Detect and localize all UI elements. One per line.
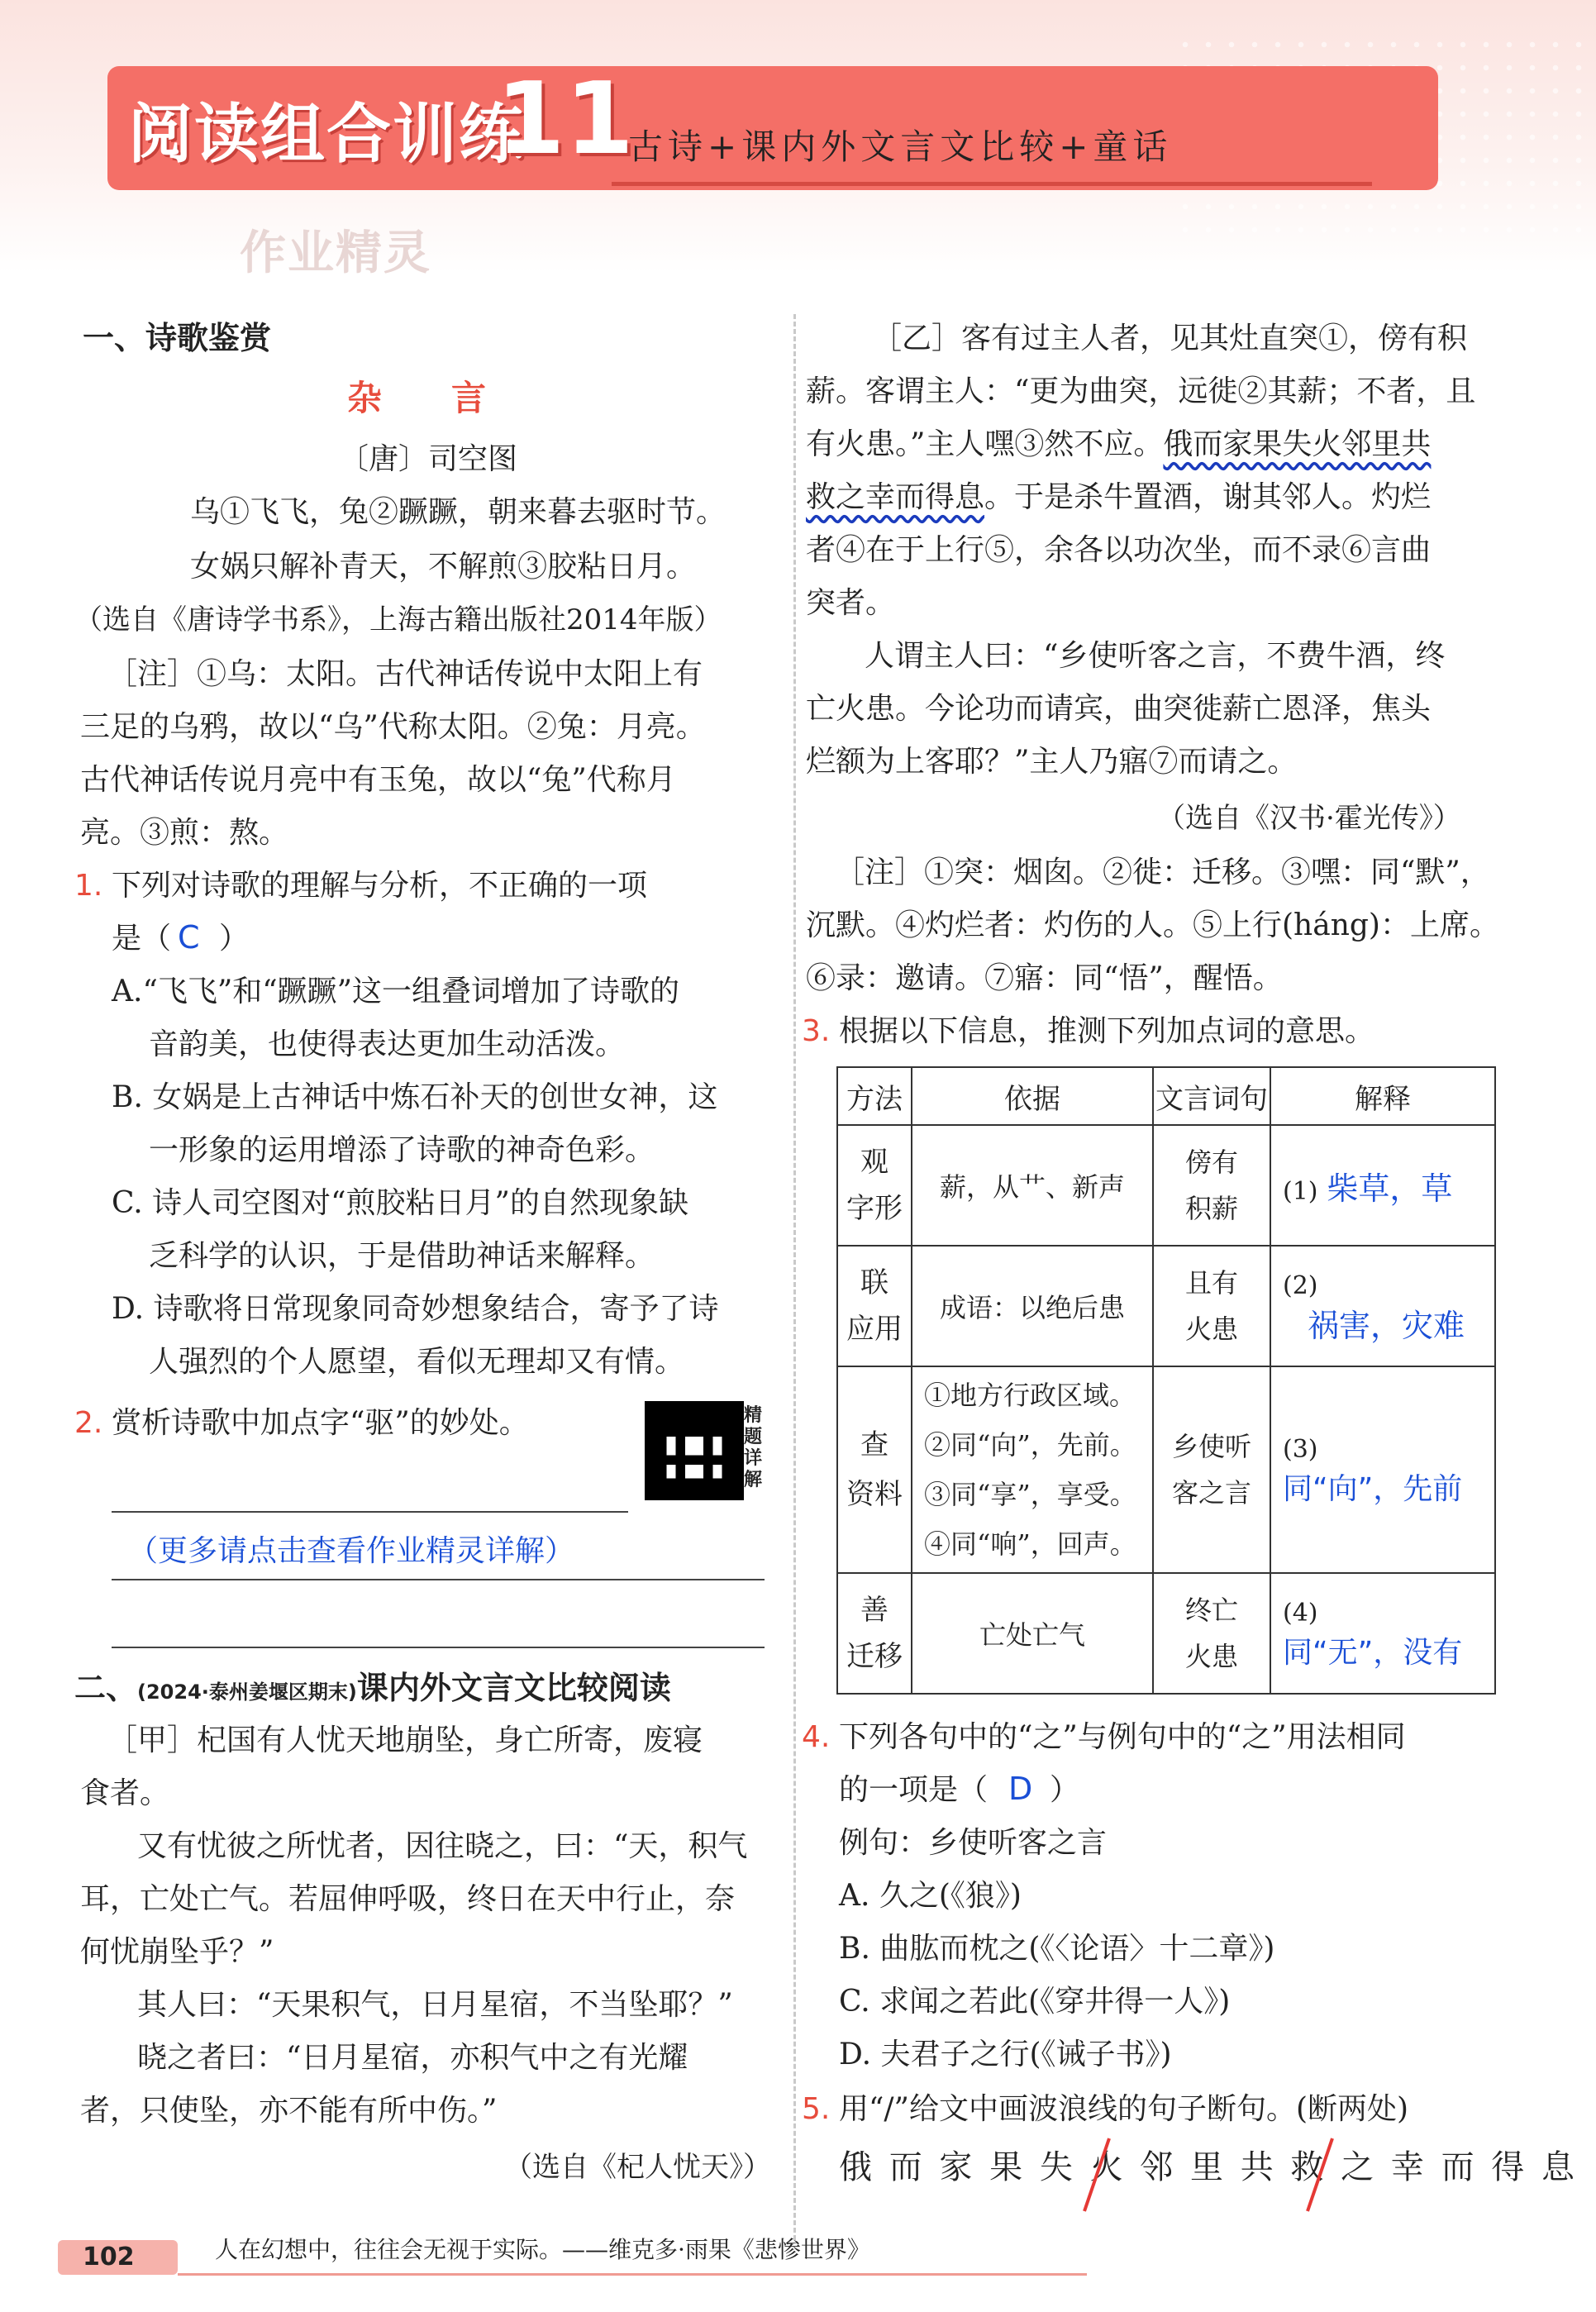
poem-author: 〔唐〕司空图	[339, 442, 518, 476]
cell-text: ④同“响”，回声。	[924, 1528, 1136, 1560]
passage-jia-line: 晓之者曰：“日月星宿，亦积气中之有光耀	[107, 2041, 688, 2075]
answer-cell	[1270, 1246, 1495, 1366]
passage-jia-line: 耳，亡处亡气。若屈伸呼吸，终日在天中行止，奈	[80, 1882, 736, 1916]
question-number: 3.	[802, 1014, 831, 1048]
passage-yi-line: 人谓主人曰：“乡使听客之言，不费牛酒，终	[835, 639, 1446, 673]
cell-text: 积薪	[1184, 1193, 1238, 1224]
poem-note: ［注］①乌：太阳。古代神话传说中太阳上有	[107, 657, 703, 691]
method-cell	[837, 1366, 912, 1573]
phrase-cell	[1153, 1573, 1270, 1694]
cell-text: 客之言	[1171, 1477, 1251, 1509]
handwritten-answer: 祸害，灾难	[1308, 1308, 1465, 1344]
question-number: 2.	[74, 1406, 103, 1440]
table-row	[837, 1125, 1495, 1246]
phrase-cell	[1153, 1125, 1270, 1246]
cell-text: 应用	[846, 1313, 903, 1346]
cell-text: 且有	[1184, 1267, 1238, 1299]
blank-label: (2)	[1283, 1271, 1318, 1300]
inference-table	[836, 1066, 1496, 1695]
passage-jia-line: ［甲］杞国有人忧天地崩坠，身亡所寄，废寝	[107, 1723, 703, 1757]
subtitle-underline	[612, 182, 1372, 186]
option-b: 一形象的运用增添了诗歌的神奇色彩。	[149, 1133, 655, 1167]
passage-yi-source: （选自《汉书·霍光传》）	[1157, 802, 1461, 835]
answer-cell	[1270, 1125, 1495, 1246]
passage-yi-line: 突者。	[806, 586, 896, 620]
answer-cell	[1270, 1366, 1495, 1573]
table-row	[837, 1366, 1495, 1573]
question-stem: 根据以下信息，推测下列加点词的意思。	[839, 1014, 1375, 1048]
table-header: 文言词句	[1153, 1067, 1270, 1125]
answer-cell	[1270, 1573, 1495, 1694]
passage-text: 有火患。”主人嘿③然不应。	[806, 427, 1164, 461]
cell-text: ①地方行政区域。	[924, 1380, 1136, 1411]
qr-label: 精题详解	[744, 1405, 763, 1490]
passage-yi-line: ［乙］客有过主人者，见其灶直突①，傍有积	[872, 322, 1468, 355]
passage-yi-line: 烂额为上客耶？”主人乃寤⑦而请之。	[806, 745, 1298, 779]
column-divider	[793, 314, 796, 2240]
question-number: 1.	[74, 869, 103, 903]
question-stem: ）	[219, 922, 250, 956]
option-d: D. 夫君子之行(《诫子书》)	[839, 2038, 1172, 2071]
table-header: 解释	[1270, 1067, 1495, 1125]
option-d: D. 诗歌将日常现象同奇妙想象结合，寄予了诗	[112, 1292, 719, 1326]
passage-yi-note: 沉默。④灼烂者：灼伤的人。⑤上行(háng)：上席。	[806, 908, 1499, 942]
passage-yi-line	[806, 471, 1431, 524]
poem-title: 杂 言	[347, 378, 487, 418]
cell-text: 终亡	[1184, 1595, 1238, 1626]
poem-note: 古代神话传说月亮中有玉兔，故以“兔”代称月	[80, 763, 676, 797]
option-a: A. 久之(《狼》)	[839, 1879, 1022, 1913]
question-stem: 用“/”给文中画波浪线的句子断句。(断两处)	[839, 2092, 1409, 2126]
slash-mark	[1084, 2138, 1109, 2211]
passage-jia-line: 何忧崩坠乎？”	[80, 1935, 274, 1969]
table-header: 依据	[912, 1067, 1153, 1125]
cell-text: 火患	[1184, 1641, 1238, 1672]
poem-note: 亮。③煎：熬。	[80, 816, 289, 850]
handwritten-answer: 同“无”，没有	[1283, 1636, 1463, 1670]
answer-line	[112, 1647, 765, 1648]
blank-label: (4)	[1283, 1599, 1318, 1628]
answer-line	[112, 1579, 765, 1580]
question-number: 5.	[802, 2092, 831, 2126]
handwritten-slashes	[1074, 2128, 1422, 2219]
page-number: 102	[58, 2240, 178, 2275]
cell-text: 字形	[846, 1192, 903, 1225]
method-cell	[837, 1125, 912, 1246]
method-cell	[837, 1246, 912, 1366]
table-row	[837, 1573, 1495, 1694]
poem-line: 乌①飞飞，兔②蹶蹶，朝来暮去驱时节。	[190, 495, 727, 529]
phrase-cell	[1153, 1246, 1270, 1366]
handwritten-answer: 同“向”，先前	[1283, 1472, 1463, 1506]
option-b: B. 曲肱而枕之(《〈论语〉十二章》)	[839, 1932, 1275, 1966]
option-c: C. 诗人司空图对“煎胶粘日月”的自然现象缺	[112, 1186, 688, 1220]
cell-text: 乡使听	[1171, 1431, 1251, 1462]
table-header: 方法	[837, 1067, 912, 1125]
passage-text: 。于是杀牛置酒，谢其邻人。灼烂	[984, 480, 1432, 514]
slash-mark	[1308, 2138, 1332, 2211]
option-c: 乏科学的认识，于是借助神话来解释。	[149, 1239, 655, 1273]
passage-yi-line	[806, 418, 1431, 471]
wavy-underlined-sentence: 俄而家果失火邻里共	[1163, 427, 1432, 461]
handwritten-answer: D	[1008, 1771, 1033, 1807]
answer-line	[112, 1511, 628, 1513]
basis-cell: 亡处亡气	[912, 1573, 1153, 1694]
cell-text: 资料	[846, 1478, 903, 1511]
table-row	[837, 1246, 1495, 1366]
exam-source-tag: (2024·泰州姜堰区期末)	[137, 1680, 357, 1704]
poem-note: 三足的乌鸦，故以“乌”代称太阳。②兔：月亮。	[80, 710, 706, 744]
question-stem: 是（	[112, 922, 172, 956]
question-stem: 下列对诗歌的理解与分析，不正确的一项	[112, 869, 648, 903]
option-b: B. 女娲是上古神话中炼石补天的创世女神，这	[112, 1080, 718, 1114]
question-stem: 下列各句中的“之”与例句中的“之”用法相同	[839, 1720, 1406, 1754]
qr-code-icon[interactable]	[645, 1401, 744, 1500]
question-stem: 的一项是（	[839, 1773, 989, 1807]
more-details-link[interactable]: （更多请点击查看作业精灵详解）	[128, 1534, 575, 1568]
question-stem: 赏析诗歌中加点字“驱”的妙处。	[112, 1406, 529, 1440]
passage-jia-source: （选自《杞人忧天》）	[504, 2151, 771, 2184]
wavy-underlined-sentence: 救之幸而得息	[806, 480, 985, 514]
cell-text: 火患	[1184, 1313, 1238, 1345]
example-sentence: 例句：乡使听客之言	[839, 1826, 1108, 1860]
handwritten-answer: C	[178, 919, 200, 956]
lesson-subtitle: 古诗+课内外文言文比较+童话	[628, 126, 1173, 167]
section-heading-poetry: 一、诗歌鉴赏	[83, 320, 272, 356]
heading-text: 课内外文言文比较阅读	[356, 1670, 671, 1706]
basis-cell: 成语：以绝后患	[912, 1246, 1153, 1366]
passage-yi-line: 者④在于上行⑤，余各以功次坐，而不录⑥言曲	[806, 533, 1432, 567]
passage-yi-line: 薪。客谓主人：“更为曲突，远徙②其薪；不者，且	[806, 374, 1476, 408]
passage-yi-note: ⑥录：邀请。⑦寤：同“悟”，醒悟。	[806, 961, 1283, 995]
cell-text: 联	[860, 1266, 889, 1299]
option-a: 音韵美，也使得表达更加生动活泼。	[149, 1027, 626, 1061]
footer-quote: 人在幻想中，往往会无视于实际。——维克多·雨果《悲惨世界》	[215, 2236, 870, 2263]
cell-text: ②同“向”，先前。	[924, 1429, 1136, 1461]
page-title: 阅读组合训练	[128, 98, 526, 172]
poem-source: （选自《唐诗学书系》，上海古籍出版社2014年版）	[74, 603, 722, 636]
passage-yi-note: ［注］①突：烟囱。②徙：迁移。③嘿：同“默”，	[835, 856, 1490, 889]
passage-jia-line: 又有忧彼之所忧者，因往晓之，曰：“天，积气	[107, 1829, 748, 1863]
cell-text: 迁移	[846, 1640, 903, 1673]
section-heading-classical	[74, 1661, 671, 1719]
cell-text: 观	[860, 1146, 889, 1179]
phrase-cell	[1153, 1366, 1270, 1573]
blank-label: (3)	[1283, 1435, 1318, 1464]
cell-text: ③同“享”，享受。	[924, 1479, 1136, 1510]
option-d: 人强烈的个人愿望，看似无理却又有情。	[149, 1345, 685, 1379]
basis-cell: 薪，从艹、新声	[912, 1125, 1153, 1246]
poem-line: 女娲只解补青天，不解煎③胶粘日月。	[190, 550, 697, 584]
passage-yi-line: 亡火患。今论功而请宾，曲突徙薪亡恩泽，焦头	[806, 692, 1432, 726]
cell-text: 傍有	[1184, 1146, 1238, 1178]
question-stem: ）	[1050, 1773, 1080, 1807]
passage-jia-line: 其人曰：“天果积气，日月星宿，不当坠耶？”	[107, 1988, 733, 2022]
question-number: 4.	[802, 1720, 831, 1754]
sentence-to-punctuate: 俄 而 家 果 失 火 邻 里 共 救 之 幸 而 得 息	[839, 2148, 1579, 2186]
basis-cell	[912, 1366, 1153, 1573]
option-a: A.“飞飞”和“蹶蹶”这一组叠词增加了诗歌的	[112, 975, 680, 1008]
cell-text: 查	[860, 1428, 889, 1461]
cell-text: 善	[860, 1594, 889, 1627]
lesson-number: 11	[496, 62, 634, 177]
passage-jia-line: 食者。	[80, 1776, 170, 1810]
blank-label: (1)	[1283, 1176, 1318, 1206]
footer-line	[178, 2273, 1087, 2276]
heading-prefix: 二、	[74, 1670, 138, 1706]
handwritten-answer: 柴草，草	[1327, 1170, 1453, 1207]
method-cell	[837, 1573, 912, 1694]
passage-jia-line: 者，只使坠，亦不能有所中伤。”	[80, 2094, 498, 2128]
watermark: 作业精灵	[240, 226, 431, 280]
option-c: C. 求闻之若此(《穿井得一人》)	[839, 1985, 1231, 2019]
